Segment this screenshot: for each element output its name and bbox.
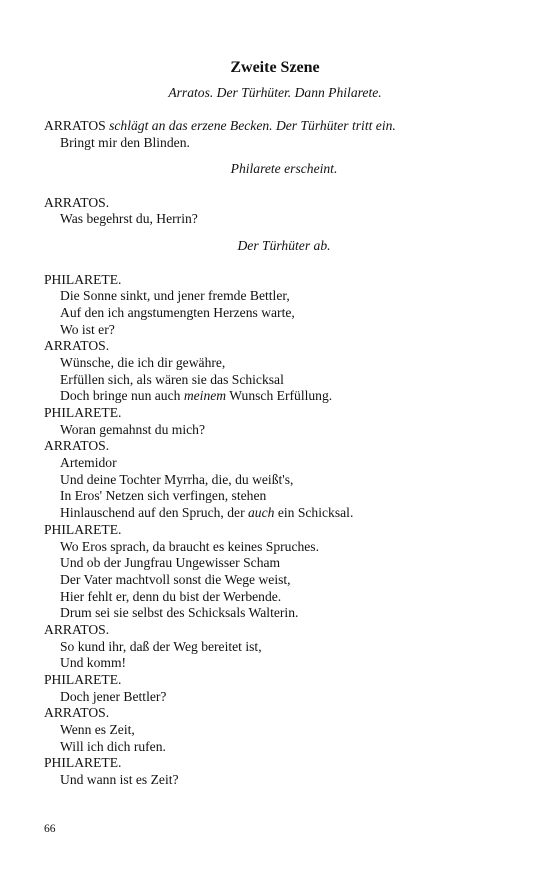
speaker-name: ARRATOS. [44,438,110,454]
speaker-name: ARRATOS. [44,621,110,637]
verse-line [44,388,524,405]
verse-line: Erfüllen sich, als wären sie das Schicksal [60,371,284,387]
verse-line: Bringt mir den Blinden. [60,134,190,150]
speaker-name: ARRATOS. [44,705,110,721]
verse-line: Wünsche, die ich dir gewähre, [60,354,226,370]
verse-line: In Eros' Netzen sich verfingen, stehen [60,488,267,504]
verse-line [44,505,524,522]
verse-line: Und wann ist es Zeit? [60,772,179,788]
verse-emphasis: meinem [183,388,227,404]
stage-direction: Philarete erscheint. [230,161,338,177]
verse-line: Wo ist er? [60,321,115,337]
verse-line: Wo Eros sprach, da braucht es keines Spruches. [60,538,319,554]
speaker-name: PHILARETE. [44,405,122,420]
verse-line: Wenn es Zeit, [60,722,135,738]
verse-line: Und komm! [60,655,127,671]
speaker-name: ARRATOS. [44,338,110,354]
verse-text: Hinlauschend auf den Spruch, der [60,505,248,521]
verse-emphasis: auch [248,505,275,521]
stage-direction: Der Türhüter ab. [237,238,331,254]
verse-line: Was begehrst du, Herrin? [60,211,198,227]
verse-text: Wunsch Erfüllung. [226,388,333,404]
verse-line: Will ich dich rufen. [60,738,166,754]
page-number: 66 [44,823,56,835]
speaker-name: PHILARETE. [44,755,122,771]
verse-line: Artemidor [60,455,117,471]
verse-line: Doch jener Bettler? [60,688,167,704]
verse-line: Auf den ich angstumengten Herzens warte, [60,304,295,320]
verse-line: Der Vater machtvoll sonst die Wege weist, [60,571,291,587]
dialogue-body [44,118,524,789]
verse-line: Drum sei sie selbst des Schicksals Walterin. [60,605,299,621]
verse-line: Die Sonne sinkt, und jener fremde Bettler, [60,288,290,304]
verse-line: So kund ihr, daß der Weg bereitet ist, [60,638,262,654]
speaker-name: PHILARETE. [44,521,122,537]
verse-line: Woran gemahnst du mich? [60,421,205,437]
stage-direction [44,118,524,135]
speaker-name: PHILARETE. [44,672,122,687]
speaker-name: ARRATOS. [44,194,110,210]
speaker-name: ARRATOS [44,118,110,133]
verse-text: ein Schicksal. [274,505,354,521]
scene-title: Zweite Szene [230,59,320,76]
verse-line: Und ob der Jungfrau Ungewisser Scham [60,555,281,571]
verse-text: Doch bringe nun auch [60,388,184,404]
scene-cast: Arratos. Der Türhüter. Dann Philarete. [168,85,382,100]
verse-line: Und deine Tochter Myrrha, die, du weißt's, [60,471,294,487]
verse-line: Hier fehlt er, denn du bist der Werbende. [60,588,282,604]
stage-direction-text: schlägt an das erzene Becken. Der Türhüter tritt ein. [109,118,396,133]
speaker-name: PHILARETE. [44,271,122,287]
